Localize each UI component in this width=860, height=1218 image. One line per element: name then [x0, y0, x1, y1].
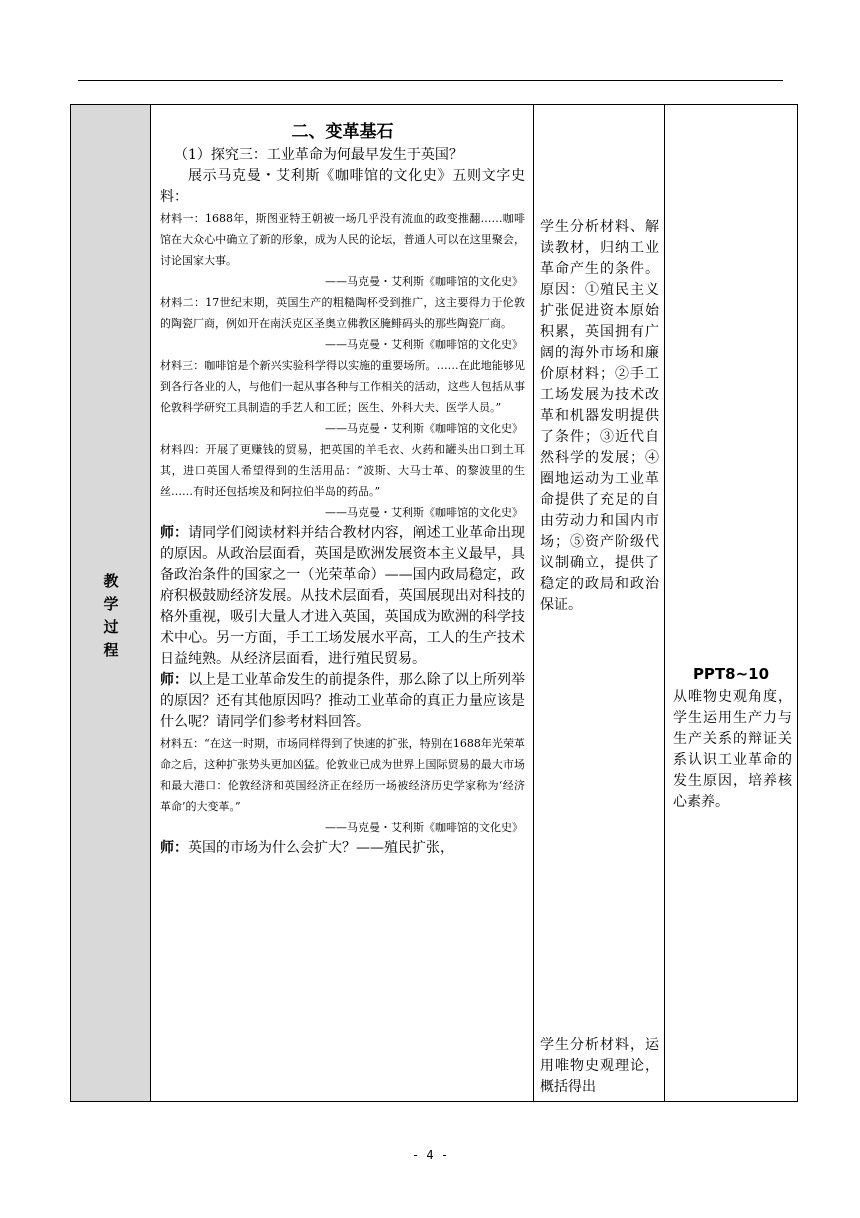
section-title: 二、变革基石 — [291, 122, 394, 142]
inquiry-question: （1）探究三：工业革命为何最早发生于英国？ — [174, 147, 463, 163]
teacher-label: 师： — [160, 525, 189, 541]
material-text: 材料五：“在这一时期，市场同样得到了快速的扩张，特别在1688年光荣革命之后，这种扩张势头更加凶猛。伦敦业已成为世界上国际贸易的最大市场和最大港口：伦敦经济和英国经济正在经历一场被经济历史学家称为‘经济革命’的大变革。” — [160, 737, 525, 813]
teacher-label: 师： — [160, 840, 188, 856]
teacher-label: 师： — [160, 672, 189, 688]
material-text: 材料四：开展了更赚钱的贸易，把英国的羊毛衣、火药和罐头出口到土耳其，进口英国人希望得到的生活用品：“波斯、大马士革、的黎波里的生丝……有时还包括埃及和阿拉伯半岛的药品。” — [160, 443, 525, 498]
material-source: ——马克曼・艾利斯《咖啡馆的文化史》 — [325, 338, 523, 351]
design-intent-text: 从唯物史观角度，学生运用生产力与生产关系的辩证关系认识工业革命的发生原因，培养核心素养。 — [673, 689, 792, 810]
teacher-prompt — [160, 838, 525, 859]
material-text: 材料二：17世纪末期，英国生产的粗糙陶杯受到推广，这主要得力于伦敦的陶瓷厂商，例如开在南沃克区圣奥立佛教区腌鲱码头的那些陶瓷厂商。 — [160, 296, 525, 330]
ppt-reference: PPT8~10 — [692, 665, 770, 683]
header-rule — [78, 80, 783, 81]
teacher-prompt — [160, 670, 525, 733]
teacher-text: 请同学们阅读材料并结合教材内容，阐述工业革命出现的原因。从政治层面看，英国是欧洲发展资本主义最早，具备政治条件的国家之一（光荣革命）——国内政局稳定，政府积极鼓励经济发展。从技术层面看，英国展现出对科技的格外重视，吸引大量人才进入英国，英国成为欧洲的科学技术中心。另一方面，手工工场发展水平高，工人的生产技术日益纯熟。从经济层面看，进行殖民贸易。 — [160, 525, 526, 667]
page-number: - 4 - — [411, 1148, 449, 1162]
material-text: 材料三：咖啡馆是个新兴实验科学得以实施的重要场所。……在此地能够见到各行各业的人，与他们一起从事各种与工作相关的活动，这些人包括从事伦敦科学研究工具制造的手艺人和工匠；医生、外科大夫、医学人员。” — [160, 359, 525, 414]
teacher-text: 以上是工业革命发生的前提条件，那么除了以上所列举的原因？还有其他原因吗？推动工业革命的真正力量应该是什么呢？请同学们参考材料回答。 — [160, 672, 526, 730]
lesson-table — [70, 104, 798, 1102]
student-activity-text: 学生分析材料、解读教材，归纳工业革命产生的条件。原因：①殖民主义扩张促进资本原始积累，英国拥有广阔的海外市场和廉价原材料；②手工工场发展为技术改革和机器发明提供了条件；③近代自然科学的发展；④圈地运动为工业革命提供了充足的自由劳动力和国内市场；⑤资产阶级代议制确立，提供了稳定的政局和政治保证。 — [540, 219, 659, 613]
teacher-prompt — [160, 523, 525, 670]
material-source: ——马克曼・艾利斯《咖啡馆的文化史》 — [325, 275, 523, 288]
row-label-char: 学 — [103, 595, 119, 613]
materials-intro: 展示马克曼・艾利斯《咖啡馆的文化史》五则文字史料： — [160, 168, 525, 205]
student-activity-cell — [534, 105, 665, 1101]
row-label-char: 程 — [103, 641, 119, 659]
row-label-char: 过 — [103, 618, 119, 636]
teaching-content-cell — [151, 105, 534, 1101]
material-source: ——马克曼・艾利斯《咖啡馆的文化史》 — [325, 821, 523, 834]
row-label — [71, 570, 151, 662]
material-source: ——马克曼・艾利斯《咖啡馆的文化史》 — [325, 506, 523, 519]
material-source: ——马克曼・艾利斯《咖啡馆的文化史》 — [325, 422, 523, 435]
student-activity-text: 学生分析材料，运用唯物史观理论，概括得出 — [540, 1037, 659, 1095]
material-text: 材料一：1688年，斯图亚特王朝被一场几乎没有流血的政变推翻……咖啡馆在大众心中确立了新的形象，成为人民的论坛，普通人可以在这里聚会，讨论国家大事。 — [160, 212, 525, 267]
teacher-text: 英国的市场为什么会扩大？——殖民扩张， — [188, 840, 454, 856]
row-label-cell — [71, 105, 151, 1101]
design-intent-cell — [665, 105, 797, 1101]
row-label-char: 教 — [103, 572, 119, 590]
